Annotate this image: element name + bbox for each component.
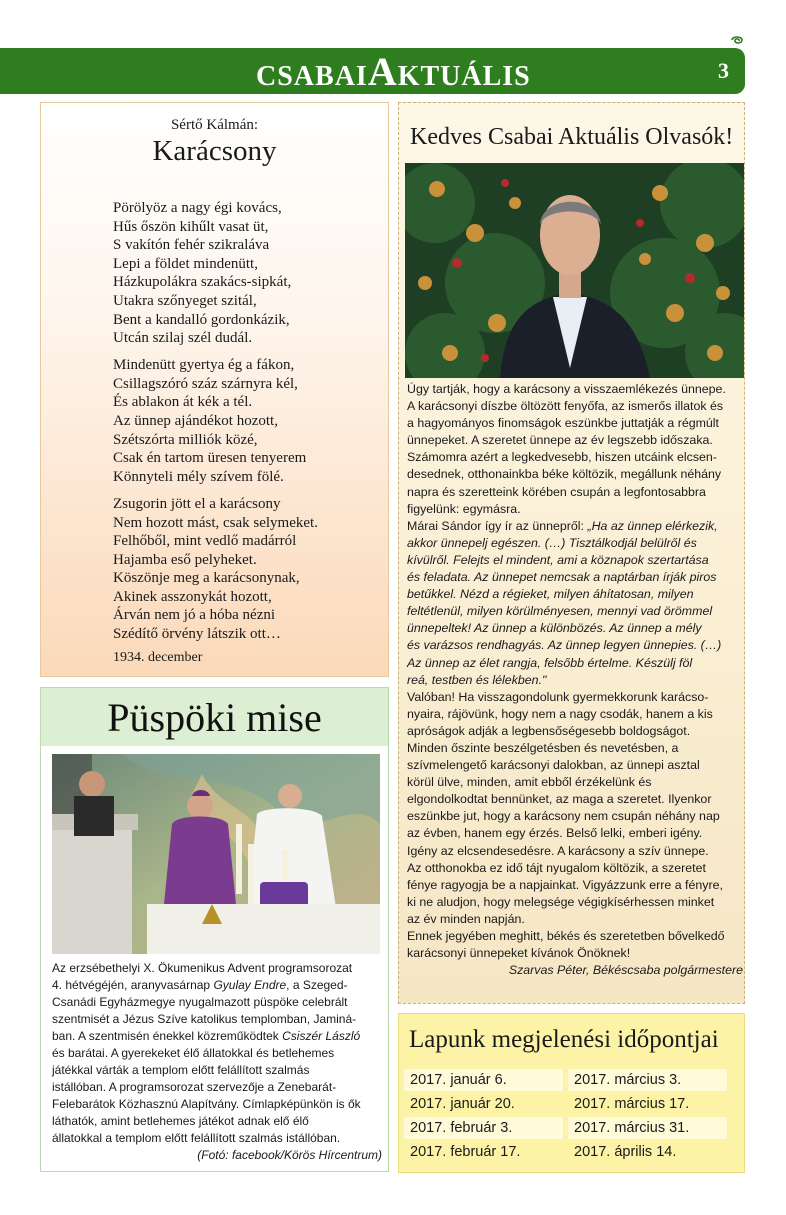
text-line (52, 1130, 382, 1147)
poem-stanza (113, 199, 383, 348)
text-run: , a Szeged- (286, 978, 348, 992)
text-run: Az ünnep az élet rangja, felsőbb értelme. Készülj föl (407, 655, 693, 670)
text-line (407, 825, 743, 842)
text-line (407, 843, 743, 860)
poem-line: Hajamba eső pelyheket. (113, 551, 257, 568)
text-line (52, 1096, 382, 1113)
poem-line: Pörölyöz a nagy égi kovács, (113, 200, 282, 216)
poem-line: Hűs őszön kihűlt vasat üt, (113, 218, 269, 235)
text-run: ünnepeltek! Az ünnep a különbözés. Az ünnep a mély (407, 621, 702, 636)
text-line (407, 791, 743, 808)
text-line (407, 774, 743, 791)
text-run: ünnepeket. A szeretet ünnepe az év legszebb időszaka. (407, 433, 713, 448)
text-line (52, 994, 382, 1011)
text-run: játékkal várták a templom előtt felállított szalmás (52, 1063, 310, 1077)
text-run: szívmelengető karácsonyi dalokban, az ünnepi asztal (407, 758, 700, 773)
text-line (407, 877, 743, 894)
text-run: Márai Sándor így ír az ünnepről: (407, 518, 588, 533)
schedule-date: 2017. január 6. (404, 1069, 563, 1091)
text-run: és feladata. Az ünnepet nemcsak a naptárban írják piros (407, 570, 717, 585)
schedule-date: 2017. február 17. (404, 1141, 563, 1163)
text-line (407, 928, 743, 945)
photo-credit: (Fotó: facebook/Körös Hírcentrum) (197, 1148, 382, 1162)
text-line (407, 552, 743, 569)
text-run: Valóban! Ha visszagondolunk gyermekkorunk karácso- (407, 689, 709, 704)
text-run: körül ülve, minden, amit ebből érzékelünk és (407, 775, 652, 790)
poem-line: És ablakon át kék a tél. (113, 394, 253, 411)
text-run: az év minden napján. (407, 911, 525, 926)
text-run: láthatók, amint betlehemes játékot adnak elő élő (52, 1114, 309, 1128)
text-line (407, 518, 743, 535)
poem-line: Lepi a földet mindenütt, (113, 255, 258, 272)
text-line (407, 945, 743, 962)
text-line (407, 757, 743, 774)
text-line (52, 1062, 382, 1079)
poem-line: Könnyteli mély szívem fölé. (113, 468, 284, 485)
schedule-date: 2017. február 3. (404, 1117, 563, 1139)
poem-line: Zsugorin jött el a karácsony (113, 495, 281, 512)
poem-stanza (113, 356, 383, 486)
text-run: ban. A szentmisén énekkel közreműködtek (52, 1029, 283, 1043)
text-line (52, 1079, 382, 1096)
text-line (407, 689, 743, 706)
poem-stanza (113, 495, 383, 644)
text-run: Felebarátok Közhasznú Alapítvány. Címlapképünkön is ők (52, 1097, 361, 1111)
text-line (407, 466, 743, 483)
text-run: Csiszér László (282, 1029, 361, 1043)
text-line (407, 723, 743, 740)
mayor-photo (405, 163, 744, 378)
text-run: akkor ünnepelj egészen. (…) Tisztálkodjál belülről és (407, 535, 697, 550)
poem-title: Karácsony (152, 135, 277, 167)
text-run: Úgy tartják, hogy a karácsony a visszaemlékezés ünnepe. (407, 382, 726, 396)
text-line (52, 1113, 382, 1130)
text-run: betűkkel. Nézd a régieket, milyen áhítatosan, milyen (407, 587, 694, 602)
text-run: reá, testben és lélekben." (407, 672, 547, 687)
text-line (407, 637, 743, 654)
poem-body (113, 199, 383, 652)
letter-text (407, 381, 743, 979)
schedule-date: 2017. március 3. (568, 1069, 727, 1091)
mise-text (52, 960, 382, 1164)
text-line (52, 1045, 382, 1062)
text-line (407, 398, 743, 415)
text-run: figyelünk: egymásra. (407, 501, 521, 516)
poem-line: Árván nem jó a hóba nézni (113, 607, 276, 624)
text-run: az évben, hanem egy érzés. Belső lelki, emberi igény. (407, 826, 703, 841)
text-line (407, 569, 743, 586)
poem-line: Házkupolákra szakács-sipkát, (113, 274, 292, 291)
swirl-icon (730, 34, 744, 46)
text-run: istállóban. A programsorozat szervezője a Zenebarát- (52, 1080, 337, 1094)
text-line (407, 672, 743, 689)
text-run: Az otthonokba ez idő tájt nyugalom költözik, a szeretet (407, 860, 706, 875)
schedule-date: 2017. március 17. (568, 1093, 727, 1115)
text-line (52, 1011, 382, 1028)
text-run: és barátai. A gyerekeket élő állatokkal és betlehemes (52, 1046, 335, 1060)
text-run: kívülről. Felejts el mindent, ami a köznapok szertartása (407, 552, 709, 567)
text-run: a hagyományos finomságok eszünkbe juttatják a régmúlt (407, 416, 720, 431)
poem-line: Mindenütt gyertya ég a fákon, (113, 357, 295, 374)
poem-line: Köszönje meg a karácsonynak, (113, 570, 300, 587)
text-run: Minden őszinte beszélgetésben és nevetésben, a (407, 740, 679, 755)
poem-box (40, 102, 389, 677)
text-line (407, 484, 743, 501)
text-line (52, 977, 382, 994)
text-line (407, 381, 743, 398)
poem-line: Nem hozott mást, csak selymeket. (113, 514, 318, 531)
text-run: Csanádi Egyházmegye nyugalmazott püspöke celebrált (52, 995, 348, 1009)
text-run: állatokkal a templom előtt felállított szalmás istállóban. (52, 1131, 341, 1145)
text-line (407, 415, 743, 432)
text-run: Az erzsébethelyi X. Ökumenikus Advent programsorozat (52, 961, 353, 975)
letter-signature: Szarvas Péter, Békéscsaba polgármestere (508, 963, 743, 978)
text-line (407, 655, 743, 672)
mass-photo (52, 754, 380, 954)
mise-title: Püspöki mise (107, 695, 322, 740)
letter-title: Kedves Csabai Aktuális Olvasók! (410, 124, 734, 150)
text-line (407, 620, 743, 637)
poem-line: Utcán szilaj szél dudál. (113, 330, 253, 347)
poem-date: 1934. december (113, 650, 203, 665)
masthead-title: CSABAIAKTUÁLIS (256, 49, 531, 94)
text-run: Számomra azért a legkedvesebb, hiszen utcáink elcsen- (407, 450, 717, 465)
text-line (407, 432, 743, 449)
page-number: 3 (718, 58, 729, 83)
text-run: ki ne aludjon, hogy melegsége végigkísérhessen minket (407, 894, 715, 909)
text-line (407, 535, 743, 552)
text-run: és varázsos rendhagyás. Az ünnep legyen ünnepies. (…) (407, 638, 722, 653)
schedule-date: 2017. január 20. (404, 1093, 563, 1115)
poem-line: Az ünnep ajándékot hozott, (113, 413, 278, 430)
text-run: fénye ragyogja be a napjainkat. Vigyázzunk erre a fényre, (407, 877, 723, 892)
text-line (407, 808, 743, 825)
schedule-title: Lapunk megjelenési időpontjai (409, 1026, 719, 1053)
text-run: „Ha az ünnep elérkezik, (587, 518, 718, 533)
poem-line: Akinek asszonykát hozott, (113, 588, 272, 605)
text-run: desednek, otthonainkba béke költözik, megállunk néhány (407, 467, 722, 482)
text-run: 4. hétvégéjén, aranyvasárnap (52, 978, 214, 992)
text-run: Gyulay Endre (213, 978, 287, 992)
text-line (52, 960, 382, 977)
text-line (407, 603, 743, 620)
poem-line: Csak én tartom üresen tenyerem (113, 450, 307, 467)
schedule-date: 2017. április 14. (568, 1141, 727, 1163)
poem-author: Sértő Kálmán: (170, 117, 259, 133)
text-run: karácsonyi ünnepeket kívánok Önöknek! (407, 946, 631, 961)
poem-line: S vakítón fehér szikraláva (113, 237, 270, 254)
text-line (52, 1028, 382, 1045)
poem-line: Szétszórta milliók közé, (113, 431, 258, 448)
text-run: eszünkbe jut, hogy a karácsony nem csupán néhány nap (407, 809, 720, 824)
poem-line: Szédítő örvény látszik ott… (113, 626, 281, 643)
text-line (407, 706, 743, 723)
text-run: Igény az elcsendesedésre. A karácsony a szív ünnepe. (407, 843, 709, 858)
text-run: Ennek jegyében meghitt, békés és szeretetben bővelkedő (407, 929, 725, 943)
poem-line: Utakra szőnyeget szitál, (113, 292, 257, 309)
poem-line: Csillagszóró száz szárnyra kél, (113, 375, 298, 392)
mise-article (40, 687, 389, 1172)
text-line (407, 449, 743, 466)
poem-line: Bent a kandalló gordonkázik, (113, 311, 290, 328)
text-line (407, 894, 743, 911)
text-run: nyaira, rájövünk, hogy nem a nagy csodák, hanem a kis (407, 706, 713, 721)
text-run: szentmisét a Jézus Szíve katolikus templomban, Jaminá- (52, 1012, 357, 1026)
text-run: apróságok adják a legbensőségesebb boldogságot. (407, 723, 691, 738)
text-line (407, 586, 743, 603)
text-line (407, 501, 743, 518)
text-run: napra és szeretteink körében csupán a legfontosabbra (407, 484, 706, 499)
text-line (407, 860, 743, 877)
text-run: A karácsonyi díszbe öltözött fenyőfa, az ismerős illatok és (407, 399, 724, 414)
text-line (407, 911, 743, 928)
text-run: elgondolkodtat bennünket, az maga a szeretet. Ilyenkor (407, 792, 712, 807)
poem-line: Felhőből, mint vedlő madárról (113, 533, 297, 550)
text-line (407, 740, 743, 757)
text-run: feltétlenül, milyen körülményesen, mennyi vad örömmel (407, 604, 713, 619)
schedule-date: 2017. március 31. (568, 1117, 727, 1139)
